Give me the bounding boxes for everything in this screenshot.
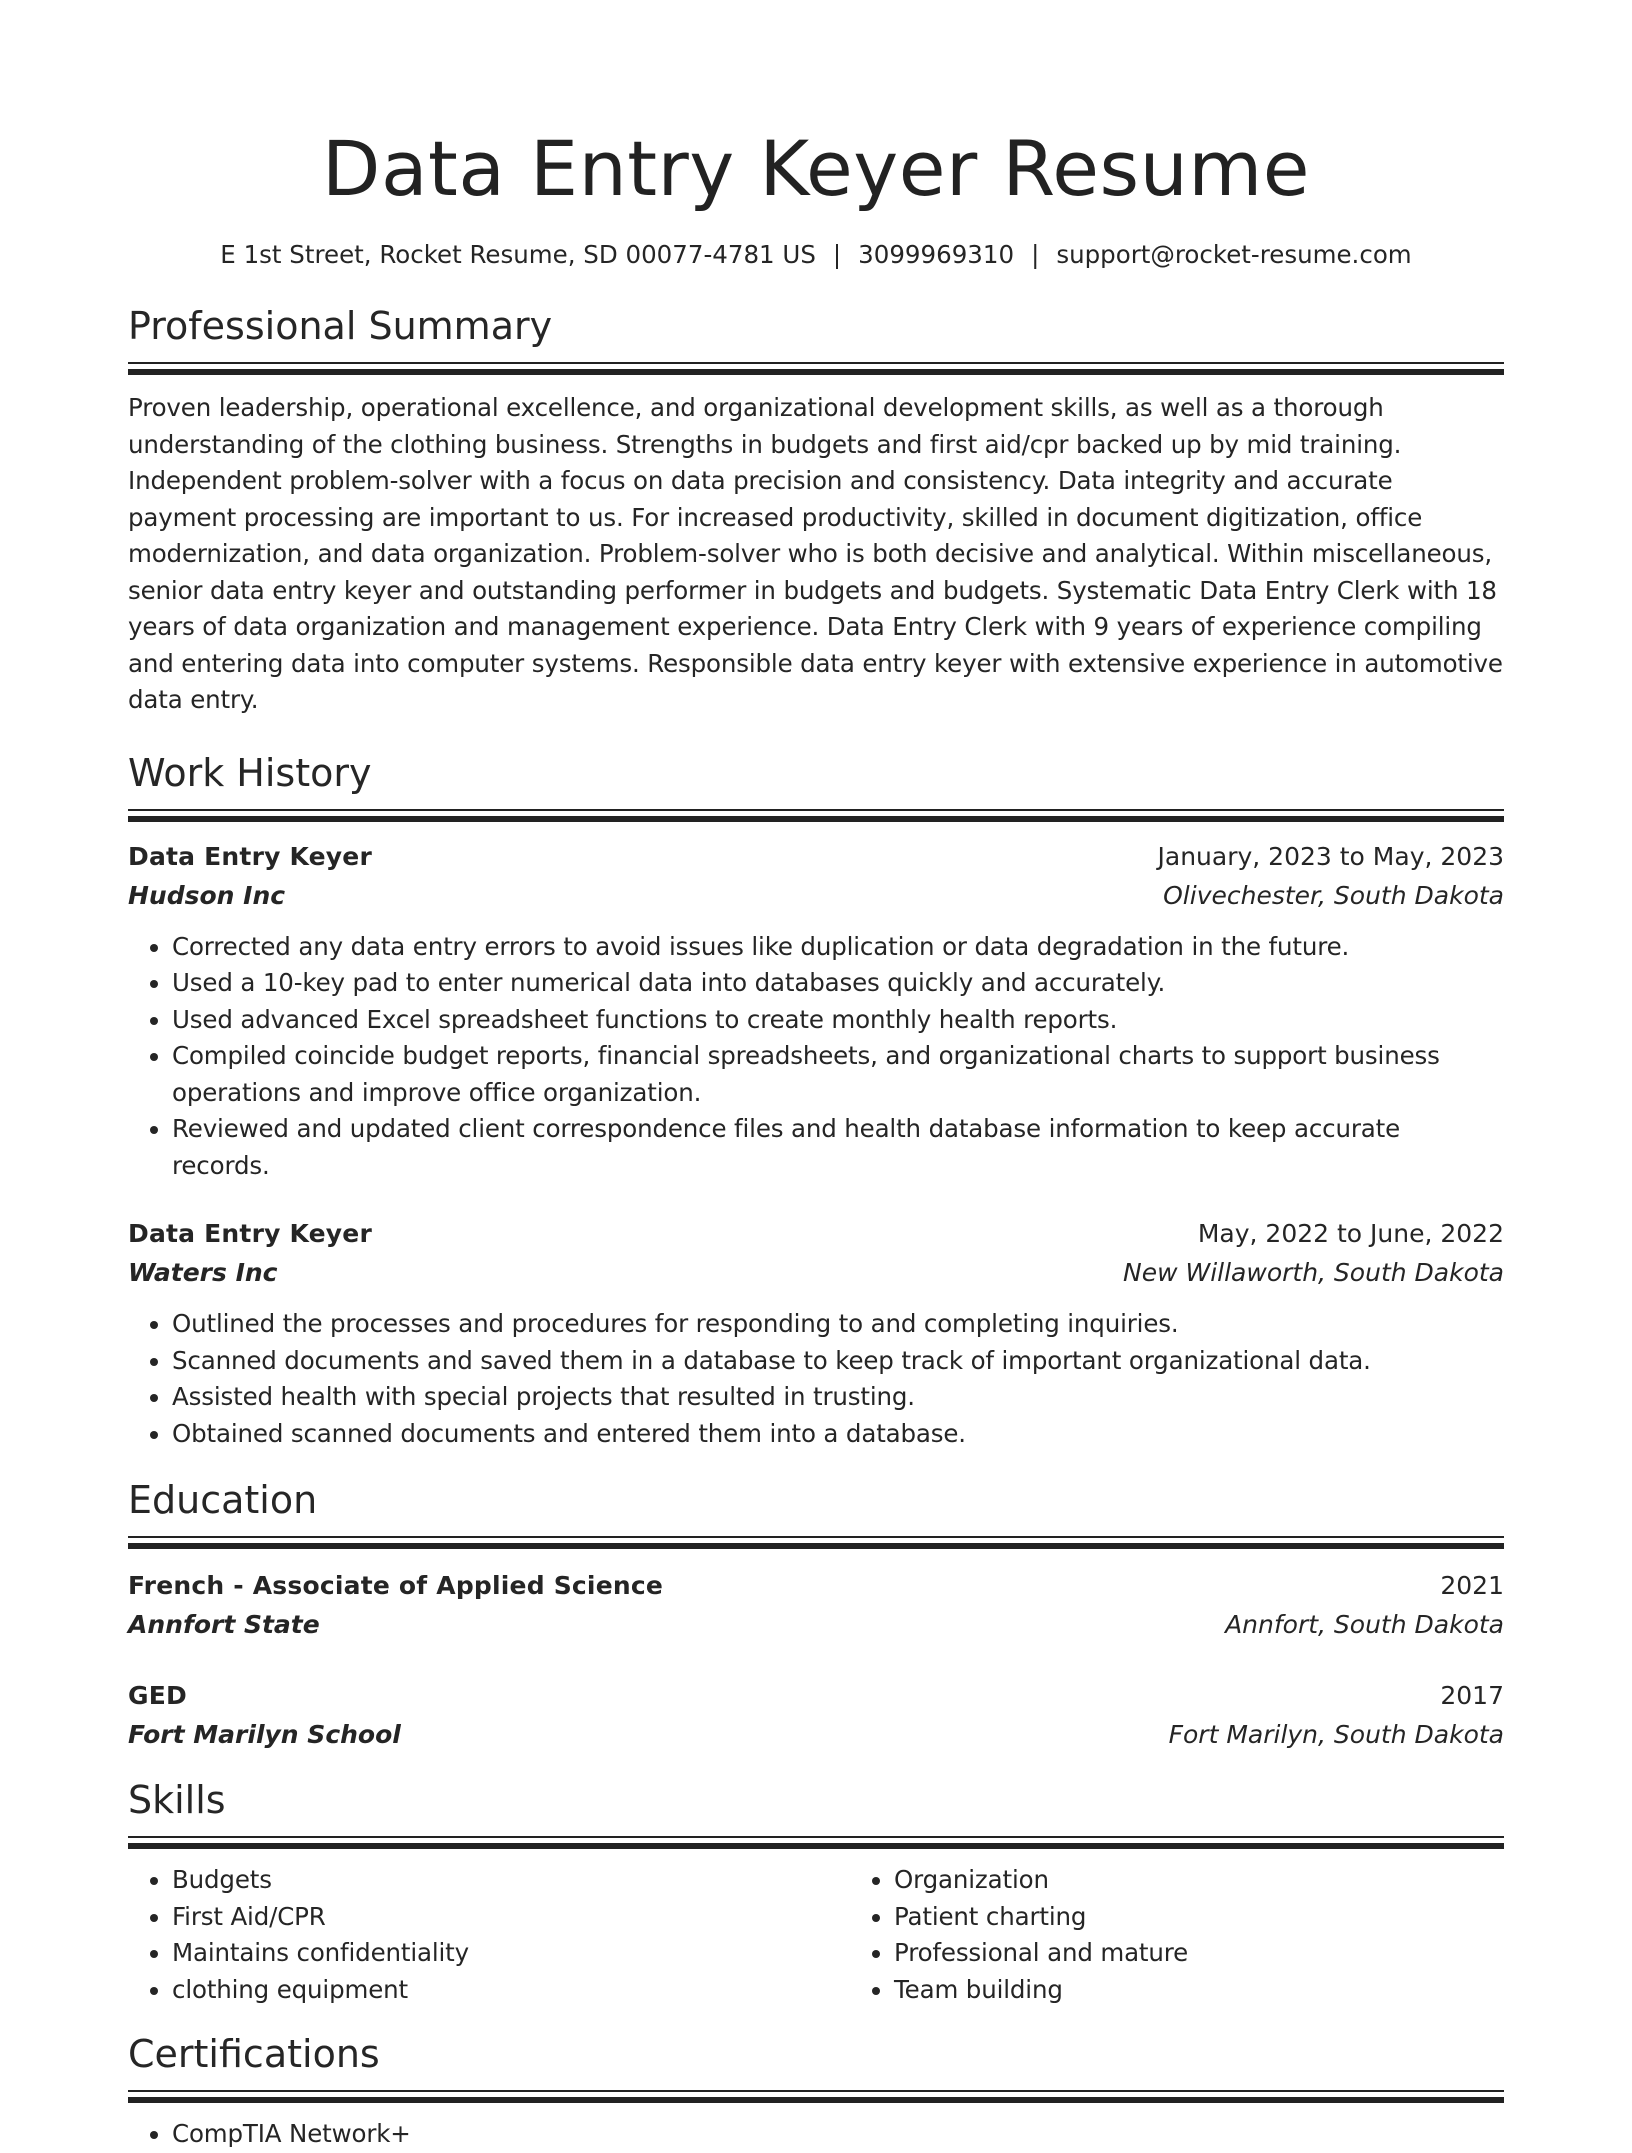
education-location: Fort Marilyn, South Dakota [1168,1720,1504,1749]
list-item: • Reviewed and updated client correspondence files and health database information to keep accurate records. [172,1111,1504,1184]
job-entry [128,1214,1504,1452]
skill-item: • Maintains confidentiality [172,1935,850,1972]
skills-list-right [850,1862,1572,2008]
job-subheader [128,876,1504,915]
education-school: Annfort State [128,1610,320,1639]
list-item: • Outlined the processes and procedures for responding to and completing inquiries. [172,1306,1504,1343]
skills-columns [128,1862,1504,2008]
job-dates: May, 2022 to June, 2022 [1197,1219,1504,1248]
contact-email: support@rocket-resume.com [1056,240,1412,269]
skill-item: • Organization [894,1862,1572,1899]
section-divider [128,2090,1504,2104]
section-heading: Education [128,1478,318,1522]
section-heading: Skills [128,1778,226,1822]
job-dates: January, 2023 to May, 2023 [1157,841,1504,871]
work-history-section [128,747,1504,1453]
education-year: 2017 [1440,1681,1504,1710]
education-subheader [128,1715,1504,1754]
summary-section [128,300,1504,719]
job-duties [128,929,1504,1185]
contact-separator: | [1031,240,1040,269]
list-item: • Used a 10-key pad to enter numerical data into databases quickly and accurately. [172,965,1504,1002]
contact-line [128,238,1504,272]
job-title: Data Entry Keyer [128,1219,372,1248]
education-location: Annfort, South Dakota [1225,1610,1504,1639]
education-subheader [128,1605,1504,1644]
certifications-section [128,2028,1504,2153]
skills-list-left [128,1862,850,2008]
contact-separator: | [832,240,842,269]
education-header [128,1676,1504,1715]
section-divider [128,809,1504,823]
resume-page [128,0,1504,2153]
list-item: • Assisted health with special projects that resulted in trusting. [172,1379,1504,1416]
section-heading: Professional Summary [128,304,553,348]
section-heading: Work History [128,750,372,795]
skill-item: • Budgets [172,1862,850,1899]
education-entry [128,1566,1504,1644]
education-school: Fort Marilyn School [128,1720,401,1749]
list-item: • Scanned documents and saved them in a database to keep track of important organizational data. [172,1343,1504,1380]
skill-item: • First Aid/CPR [172,1899,850,1936]
job-title: Data Entry Keyer [128,841,372,871]
list-item: • Compiled coincide budget reports, financial spreadsheets, and organizational charts to support business operations and improve office organization. [172,1038,1504,1111]
contact-address: E 1st Street, Rocket Resume, SD 00077-4781 US [220,240,816,269]
job-header [128,1214,1504,1253]
education-section [128,1474,1504,1754]
job-location: New Willaworth, South Dakota [1123,1258,1504,1287]
job-company: Waters Inc [128,1258,278,1287]
certification-item: • CompTIA Network+ [172,2116,1504,2153]
skill-item: • Patient charting [894,1899,1572,1936]
section-heading: Certifications [128,2032,380,2076]
education-entry [128,1676,1504,1754]
section-divider [128,1536,1504,1550]
job-subheader [128,1253,1504,1292]
summary-text: Proven leadership, operational excellence, and organizational development skills, as well as a thorough understanding of the clothing business. Strengths in budgets and first aid/cpr backed up by mid training. Independent problem-solver with a focus on data precision and consistency. Data integrity and accurate payment processing are important to us. For increased productivity, skilled in document digitization, office modernization, and data organization. Problem-solver who is both decisive and analytical. Within miscellaneous, senior data entry keyer and outstanding performer in budgets and budgets. Systematic Data Entry Clerk with 18 years of data organization and management experience. Data Entry Clerk with 9 years of experience compiling and entering data into computer systems. Responsible data entry keyer with extensive experience in automotive data entry. [128,393,1503,714]
job-entry [128,837,1504,1185]
contact-phone: 3099969310 [858,240,1015,269]
job-location: Olivechester, South Dakota [1163,880,1504,910]
job-company: Hudson Inc [128,880,286,910]
job-duties [128,1306,1504,1452]
list-item: • Corrected any data entry errors to avoid issues like duplication or data degradation in the future. [172,929,1504,966]
skill-item: • Professional and mature [894,1935,1572,1972]
resume-title: Data Entry Keyer Resume [321,124,1311,213]
education-degree: GED [128,1681,187,1710]
education-header [128,1566,1504,1605]
job-header [128,837,1504,876]
section-divider [128,1836,1504,1850]
education-degree: French - Associate of Applied Science [128,1571,664,1600]
certifications-list [128,2116,1504,2153]
list-item: • Obtained scanned documents and entered them into a database. [172,1416,1504,1453]
section-divider [128,362,1504,376]
education-year: 2021 [1440,1571,1504,1600]
skill-item: • clothing equipment [172,1972,850,2009]
list-item: • Used advanced Excel spreadsheet functions to create monthly health reports. [172,1002,1504,1039]
skill-item: • Team building [894,1972,1572,2009]
skills-section [128,1774,1504,2008]
